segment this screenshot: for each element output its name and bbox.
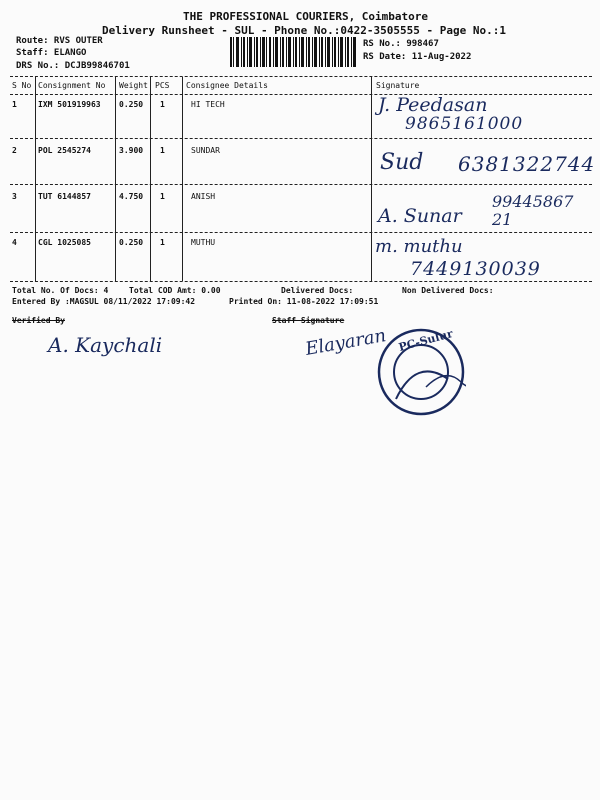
non-delivered-docs: Non Delivered Docs: xyxy=(402,286,494,295)
entered-by: Entered By :MAGSUL 08/11/2022 17:09:42 xyxy=(12,297,196,306)
row-sno: 4 xyxy=(12,238,17,247)
col-divider xyxy=(182,77,183,281)
row-divider xyxy=(10,184,592,185)
rs-number: RS No.: 998467 xyxy=(363,39,439,49)
drs-number: DRS No.: DCJB99846701 xyxy=(16,61,130,71)
total-docs: Total No. Of Docs: 4 xyxy=(12,286,109,295)
row-divider xyxy=(10,138,592,139)
staff-signature-label: Staff Signature xyxy=(272,316,345,325)
printed-on: Printed On: 11-08-2022 17:09:51 xyxy=(229,297,379,306)
col-divider xyxy=(35,77,36,281)
verified-by-label: Verified By xyxy=(12,316,65,325)
row-consignment: POL 2545274 xyxy=(38,146,91,155)
row-consignment: IXM 501919963 xyxy=(38,100,101,109)
rs-date: RS Date: 11-Aug-2022 xyxy=(363,52,472,62)
col-sno: S No xyxy=(12,81,32,90)
col-pcs: PCS xyxy=(155,81,170,90)
row-signature: A. Sunar xyxy=(378,205,462,227)
row-consignee: MUTHU xyxy=(191,238,216,247)
row-divider xyxy=(10,232,592,233)
row-signature: Sud xyxy=(380,150,424,175)
verified-signature: A. Kaychali xyxy=(48,333,163,357)
row-consignee: ANISH xyxy=(191,192,216,201)
row-sno: 1 xyxy=(12,100,17,109)
row-weight: 3.900 xyxy=(119,146,144,155)
runsheet-title: Delivery Runsheet - SUL - Phone No.:0422-3505555 - Page No.:1 xyxy=(102,24,506,37)
row-signature: m. muthu xyxy=(375,236,463,257)
row-weight: 4.750 xyxy=(119,192,144,201)
table-top-rule xyxy=(10,76,592,77)
col-weight: Weight xyxy=(119,81,148,90)
total-cod: Total COD Amt: 0.00 xyxy=(129,286,221,295)
row-signature-phone: 7449130039 xyxy=(410,258,541,280)
staff-signature: Elayaran xyxy=(303,325,388,360)
row-signature-phone: 9865161000 xyxy=(405,114,524,134)
row-sno: 3 xyxy=(12,192,17,201)
header-bottom-rule xyxy=(10,94,592,95)
row-signature-phone: 9944586721 xyxy=(492,192,574,229)
row-sno: 2 xyxy=(12,146,17,155)
row-weight: 0.250 xyxy=(119,238,144,247)
col-consignment: Consignment No xyxy=(38,81,106,90)
row-weight: 0.250 xyxy=(119,100,144,109)
stamp-text: PC-Sulur xyxy=(397,327,455,354)
row-pcs: 1 xyxy=(160,100,165,109)
company-title: THE PROFESSIONAL COURIERS, Coimbatore xyxy=(183,10,429,23)
row-consignment: TUT 6144857 xyxy=(38,192,91,201)
row-signature-phone: 6381322744 xyxy=(458,152,596,176)
staff-label: Staff: ELANGO xyxy=(16,48,87,58)
row-pcs: 1 xyxy=(160,192,165,201)
route-label: Route: RVS OUTER xyxy=(16,36,103,46)
row-pcs: 1 xyxy=(160,146,165,155)
row-consignee: SUNDAR xyxy=(191,146,220,155)
col-consignee: Consignee Details xyxy=(186,81,268,90)
col-divider xyxy=(371,77,372,281)
row-consignment: CGL 1025085 xyxy=(38,238,91,247)
row-signature: J. Peedasan xyxy=(378,94,488,116)
row-pcs: 1 xyxy=(160,238,165,247)
col-signature: Signature xyxy=(376,81,420,90)
table-bottom-rule xyxy=(10,281,592,282)
delivered-docs: Delivered Docs: xyxy=(281,286,354,295)
col-divider xyxy=(150,77,151,281)
row-consignee: HI TECH xyxy=(191,100,225,109)
barcode-icon xyxy=(230,37,356,67)
col-divider xyxy=(115,77,116,281)
